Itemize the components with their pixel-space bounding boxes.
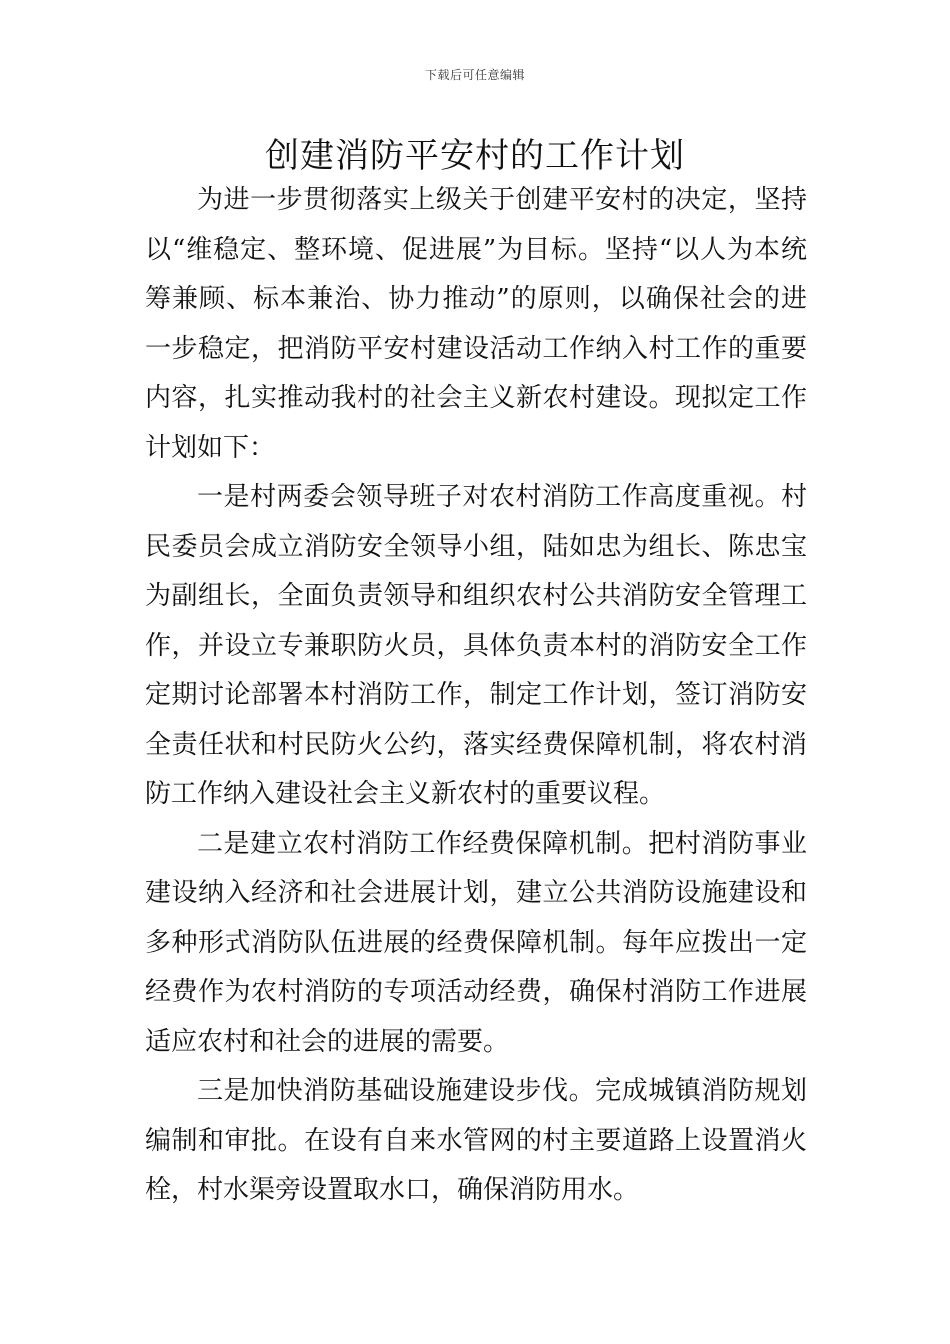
paragraph-two: 二是建立农村消防工作经费保障机制。把村消防事业建设纳入经济和社会进展计划，建立公共消防设施建设和多种形式消防队伍进展的经费保障机制。每年应拨出一定经费作为农村消防的专项活动经费，确保村消防工作进展适应农村和社会的进展的需要。	[145, 828, 807, 1057]
document-title: 创建消防平安村的工作计划	[265, 136, 685, 176]
paragraph-three: 三是加快消防基础设施建设步伐。完成城镇消防规划编制和审批。在设有自来水管网的村主要道路上设置消火栓，村水渠旁设置取水口，确保消防用水。	[145, 1076, 807, 1205]
paragraph-intro: 为进一步贯彻落实上级关于创建平安村的决定，坚持以“维稳定、整环境、促进展”为目标。坚持“以人为本统筹兼顾、标本兼治、协力推动”的原则，以确保社会的进一步稳定，把消防平安村建设活动工作纳入村工作的重要内容，扎实推动我村的社会主义新农村建设。现拟定工作计划如下：	[145, 185, 807, 463]
header-note: 下载后可任意编辑	[424, 68, 525, 82]
paragraph-one: 一是村两委会领导班子对农村消防工作高度重视。村民委员会成立消防安全领导小组，陆如忠为组长、陈忠宝为副组长，全面负责领导和组织农村公共消防安全管理工作，并设立专兼职防火员，具体负责本村的消防安全工作定期讨论部署本村消防工作，制定工作计划，签订消防安全责任状和村民防火公约，落实经费保障机制，将农村消防工作纳入建设社会主义新农村的重要议程。	[145, 482, 807, 809]
document-body	[145, 176, 807, 1216]
